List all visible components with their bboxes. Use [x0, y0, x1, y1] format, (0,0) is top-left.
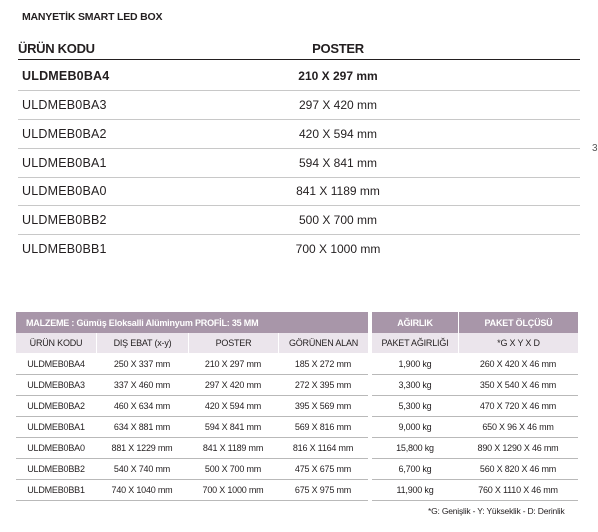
- product-table-header: [18, 37, 580, 60]
- table-row: [372, 438, 578, 459]
- package-size: 350 X 540 X 46 mm: [458, 375, 578, 396]
- table-row: [372, 375, 578, 396]
- table-row: [18, 177, 580, 206]
- poster-size: 210 X 297 mm: [298, 69, 378, 83]
- spec-header-row: [16, 333, 368, 354]
- poster-size: 500 X 700 mm: [188, 459, 278, 480]
- visible-area: 272 X 395 mm: [278, 375, 368, 396]
- column-header-product-code: ÜRÜN KODU: [16, 333, 96, 354]
- package-weight: 11,900 kg: [372, 480, 458, 501]
- product-code: ULDMEB0BA4: [16, 354, 96, 375]
- product-code: ULDMEB0BA3: [16, 375, 96, 396]
- poster-size: 700 X 1000 mm: [295, 242, 381, 256]
- package-weight: 15,800 kg: [372, 438, 458, 459]
- poster-size: 420 X 594 mm: [188, 396, 278, 417]
- specification-table: [16, 312, 368, 501]
- column-header-poster: POSTER: [312, 41, 364, 56]
- table-row: [18, 62, 580, 91]
- table-row: [16, 396, 368, 417]
- product-code: ULDMEB0BA0: [22, 184, 107, 198]
- product-code: ULDMEB0BB2: [22, 213, 107, 227]
- poster-size: 210 X 297 mm: [188, 354, 278, 375]
- table-row: [16, 438, 368, 459]
- outer-size: 881 X 1229 mm: [96, 438, 188, 459]
- table-row: [372, 417, 578, 438]
- product-code: ULDMEB0BB2: [16, 459, 96, 480]
- column-header-package-weight: PAKET AĞIRLIĞI: [372, 333, 458, 354]
- package-weight: 9,000 kg: [372, 417, 458, 438]
- poster-size: 297 X 420 mm: [298, 98, 378, 112]
- package-size: 890 X 1290 X 46 mm: [458, 438, 578, 459]
- column-header-outer-size: DIŞ EBAT (x-y): [96, 333, 188, 354]
- product-code: ULDMEB0BA1: [22, 156, 107, 170]
- package-size: 260 X 420 X 46 mm: [458, 354, 578, 375]
- package-size: 650 X 96 X 46 mm: [458, 417, 578, 438]
- table-row: [372, 459, 578, 480]
- visible-area: 569 X 816 mm: [278, 417, 368, 438]
- poster-size: 420 X 594 mm: [298, 127, 378, 141]
- poster-size: 500 X 700 mm: [298, 213, 378, 227]
- poster-size: 841 X 1189 mm: [296, 184, 380, 198]
- column-header-visible-area: GÖRÜNEN ALAN: [278, 333, 368, 354]
- poster-size: 594 X 841 mm: [188, 417, 278, 438]
- package-weight: 1,900 kg: [372, 354, 458, 375]
- poster-size: 297 X 420 mm: [188, 375, 278, 396]
- outer-size: 250 X 337 mm: [96, 354, 188, 375]
- product-code: ULDMEB0BA1: [16, 417, 96, 438]
- outer-size: 460 X 634 mm: [96, 396, 188, 417]
- product-code: ULDMEB0BA2: [16, 396, 96, 417]
- column-header-dimensions: *G X Y X D: [458, 333, 578, 354]
- table-row: [372, 480, 578, 501]
- page-title: MANYETİK SMART LED BOX: [22, 11, 163, 23]
- table-row: [16, 354, 368, 375]
- visible-area: 816 X 1164 mm: [278, 438, 368, 459]
- product-code: ULDMEB0BB1: [22, 242, 107, 256]
- table-row: [18, 120, 580, 149]
- outer-size: 540 X 740 mm: [96, 459, 188, 480]
- package-weight: 5,300 kg: [372, 396, 458, 417]
- package-table: [372, 312, 578, 501]
- table-row: [18, 149, 580, 178]
- table-row: [16, 417, 368, 438]
- table-row: [16, 480, 368, 501]
- outer-size: 337 X 460 mm: [96, 375, 188, 396]
- column-header-package-size: PAKET ÖLÇÜSÜ: [458, 312, 578, 333]
- column-header-weight: AĞIRLIK: [372, 312, 458, 333]
- product-code: ULDMEB0BA2: [22, 127, 107, 141]
- table-row: [18, 91, 580, 120]
- product-code: ULDMEB0BB1: [16, 480, 96, 501]
- package-weight: 6,700 kg: [372, 459, 458, 480]
- package-size: 560 X 820 X 46 mm: [458, 459, 578, 480]
- poster-size: 700 X 1000 mm: [188, 480, 278, 501]
- poster-size: 841 X 1189 mm: [188, 438, 278, 459]
- product-code: ULDMEB0BA4: [22, 69, 110, 83]
- visible-area: 395 X 569 mm: [278, 396, 368, 417]
- table-row: [16, 459, 368, 480]
- table-row: [16, 375, 368, 396]
- edge-mark: 3: [592, 143, 598, 154]
- table-row: [18, 206, 580, 235]
- visible-area: 185 X 272 mm: [278, 354, 368, 375]
- column-header-product-code: ÜRÜN KODU: [18, 41, 95, 56]
- outer-size: 740 X 1040 mm: [96, 480, 188, 501]
- product-code: ULDMEB0BA3: [22, 98, 107, 112]
- table-row: [18, 235, 580, 263]
- dimension-footnote: *G: Genişlik - Y: Yükseklik - D: Derinlik: [428, 506, 565, 516]
- visible-area: 475 X 675 mm: [278, 459, 368, 480]
- visible-area: 675 X 975 mm: [278, 480, 368, 501]
- package-header-row: [372, 333, 578, 354]
- table-row: [372, 396, 578, 417]
- material-note: MALZEME : Gümüş Eloksalli Alüminyum PROFİL: 35 MM: [16, 312, 368, 333]
- outer-size: 634 X 881 mm: [96, 417, 188, 438]
- product-code: ULDMEB0BA0: [16, 438, 96, 459]
- package-weight: 3,300 kg: [372, 375, 458, 396]
- package-band: [372, 312, 578, 333]
- material-band: [16, 312, 368, 333]
- package-size: 470 X 720 X 46 mm: [458, 396, 578, 417]
- table-row: [372, 354, 578, 375]
- column-header-poster: POSTER: [188, 333, 278, 354]
- poster-size: 594 X 841 mm: [298, 156, 378, 170]
- package-size: 760 X 1110 X 46 mm: [458, 480, 578, 501]
